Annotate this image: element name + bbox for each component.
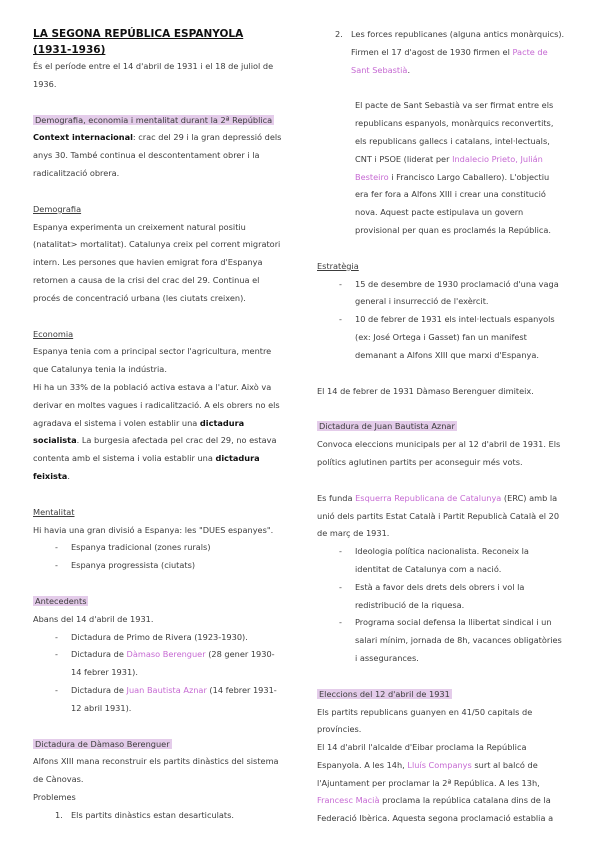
section-economia (33, 326, 283, 486)
highlighted-name: Juan Bautista Aznar (126, 684, 207, 695)
list-item: - Espanya progressista (ciutats) (55, 557, 283, 575)
section-demografia-economia (33, 112, 283, 183)
antecedents-list (33, 629, 283, 718)
highlighted-name: Francesc Macià (317, 795, 380, 806)
list-item: - Dictadura de Primo de Rivera (1923-1930). (55, 629, 283, 647)
text-run: (14 febrer 1931-12 abril 1931). (71, 684, 277, 713)
text-run: . (67, 470, 70, 481)
bold-term: dictadura socialista (33, 417, 245, 446)
section-heading: Economia (33, 328, 74, 339)
highlighted-name: Pacte de Sant Sebastià (351, 46, 548, 75)
section-heading: Antecedents (35, 595, 87, 606)
demografia-text: Espanya experimenta un creixement natural positiu (natalitat> mortalitat). Catalunya creix pel corrent migratori intern. Les persones que havien emigrat fora d'Espanya retornen a causa de la crisi del crac del 29. Continua el procés de concentració urbana (les ciutats creixen). (33, 221, 281, 303)
section-heading: Estratègia (317, 260, 359, 271)
problemes-list (33, 807, 283, 825)
text-run: proclama la república catalana dins de la Federació Ibèrica. Aquesta segona proclamació establia a (317, 795, 554, 824)
problemes-list-continued (317, 26, 565, 79)
section-erc (317, 490, 565, 668)
section-antecedents (33, 593, 283, 718)
list-item (55, 807, 283, 825)
highlighted-name: Dàmaso Berenguer (126, 649, 206, 660)
text-run: . La burgesia afectada pel crac del 29, no estava contenta amb el sistema i volia establir una (33, 435, 277, 464)
text-run: i Francisco Largo Caballero). L'objectiu era fer fora a Alfons XIII i crear una constitució nova. Aquest pacte estipulava un govern provisional per quan es proclamés la República. (355, 171, 552, 235)
text-run: El 14 d'abril l'alcalde d'Eibar proclama la República Espanyola. A les 14h, (317, 742, 527, 770)
list-item-text: Els partits dinàstics estan desarticulats. (71, 809, 235, 820)
document-title (33, 26, 283, 58)
context-text: : crac del 29 i la gran depressió dels anys 30. També continua el descontentament obrer i la radicalització obrera. (33, 132, 282, 178)
text-run: El pacte de Sant Sebastià va ser firmat entre els republicans espanyols, monàrquics reconvertits, els republicans gallecs i catalans, intel·lectuals, CNT i PSOE (liderat per (355, 100, 554, 164)
section-aznar (317, 418, 565, 471)
section-heading: Demografia, economia i mentalitat durant la 2ª República (35, 114, 273, 125)
list-item (55, 682, 283, 718)
right-column (317, 26, 565, 828)
estrategia-list (317, 276, 565, 365)
list-number: 1. (55, 809, 63, 820)
problemes-label: Problemes (33, 791, 76, 802)
section-demografia (33, 201, 283, 308)
list-item: - Ideologia política nacionalista. Reconeix la identitat de Catalunya com a nació. (339, 543, 565, 579)
section-estrategia (317, 258, 565, 365)
text-run: Es funda (317, 492, 356, 503)
text-run: (28 gener 1930-14 febrer 1931). (71, 649, 275, 678)
eleccions-paragraph-1: Els partits republicans guanyen en 41/50 capitals de províncies. (317, 706, 533, 735)
list-item: - Està a favor dels drets dels obrers i vol la redistribució de la riquesa. (339, 579, 565, 615)
list-item: - 10 de febrer de 1931 els intel·lectuals espanyols (ex: José Ortega i Gasset) fan un manifest demanant a Alfons XIII que marxi d'Espanya. (339, 311, 565, 364)
pacte-paragraph (317, 97, 565, 239)
eleccions-paragraph-2 (317, 739, 565, 828)
dimiteix-text: El 14 de febrer de 1931 Dàmaso Berenguer dimiteix. (317, 385, 534, 396)
erc-list (317, 543, 565, 668)
berenguer-text: Alfons XIII mana reconstruir els partits dinàstics del sistema de Cànovas. (33, 756, 279, 785)
text-run: (ERC) amb la unió dels partits Estat Català i Partit Republicà Català el 20 de març de 1931. (317, 492, 560, 539)
section-berenguer (33, 736, 283, 825)
title-line-1: LA SEGONA REPÚBLICA ESPANYOLA (33, 28, 244, 40)
section-heading: Dictadura de Dàmaso Berenguer (35, 738, 170, 749)
intro-text: És el període entre el 14 d'abril de 1931 i el 18 de juliol de 1936. (33, 61, 274, 89)
section-mentalitat (33, 504, 283, 575)
mentalitat-list (33, 539, 283, 575)
list-item: - Espanya tradicional (zones rurals) (55, 539, 283, 557)
section-heading: Demografia (33, 203, 82, 214)
text-run: Hi ha un 33% de la població activa estava a l'atur. Això va derivar en moltes vagues i radicalització. A els obrers no els agradava el sistema i volen establir una (33, 381, 280, 428)
section-heading: Mentalitat (33, 506, 75, 517)
bold-term: dictadura feixista (33, 453, 260, 481)
section-heading: Dictadura de Juan Bautista Aznar (319, 421, 455, 432)
text-run: . (407, 64, 411, 75)
antecedents-text: Abans del 14 d'abril de 1931. (33, 613, 154, 624)
highlighted-name: Esquerra Republicana de Catalunya (355, 492, 502, 503)
highlighted-name: Indalecio Prieto, Julián Besteiro (355, 153, 543, 182)
economia-paragraph-1: Espanya tenia com a principal sector l'agricultura, mentre que Catalunya tenia la indústria. (33, 346, 272, 375)
title-line-2: (1931-1936) (33, 44, 106, 56)
left-column (33, 26, 283, 824)
list-item (55, 646, 283, 682)
text-run: Dictadura de (71, 684, 127, 695)
highlighted-name: Lluís Companys (407, 759, 472, 770)
dimiteix-block (317, 383, 565, 401)
list-item (335, 26, 565, 79)
context-label: Context internacional (33, 132, 133, 143)
mentalitat-text: Hi havia una gran divisió a Espanya: les "DUES espanyes". (33, 524, 274, 535)
text-run: Les forces republicanes (alguna antics monàrquics). Firmen el 17 d'agost de 1930 firmen el (351, 29, 565, 57)
economia-paragraph-2 (33, 379, 283, 486)
section-heading: Eleccions del 12 d'abril de 1931 (319, 688, 450, 699)
list-item: - 15 de desembre de 1930 proclamació d'una vaga general i insurrecció de l'exèrcit. (339, 276, 565, 312)
list-item: - Programa social defensa la llibertat sindical i un salari mínim, jornada de 8h, vacances obligatòries i assegurances. (339, 614, 565, 667)
text-run: Dictadura de (71, 649, 127, 660)
section-eleccions (317, 686, 565, 828)
text-run: surt al balcó de l'Ajuntament per proclamar la 2ª República. A les 13h, (317, 759, 540, 788)
list-number: 2. (335, 29, 343, 39)
aznar-text: Convoca eleccions municipals per al 12 d'abril de 1931. Els polítics aglutinen partits per aconseguir més vots. (317, 439, 561, 467)
context-paragraph (33, 129, 283, 182)
erc-paragraph (317, 490, 565, 543)
